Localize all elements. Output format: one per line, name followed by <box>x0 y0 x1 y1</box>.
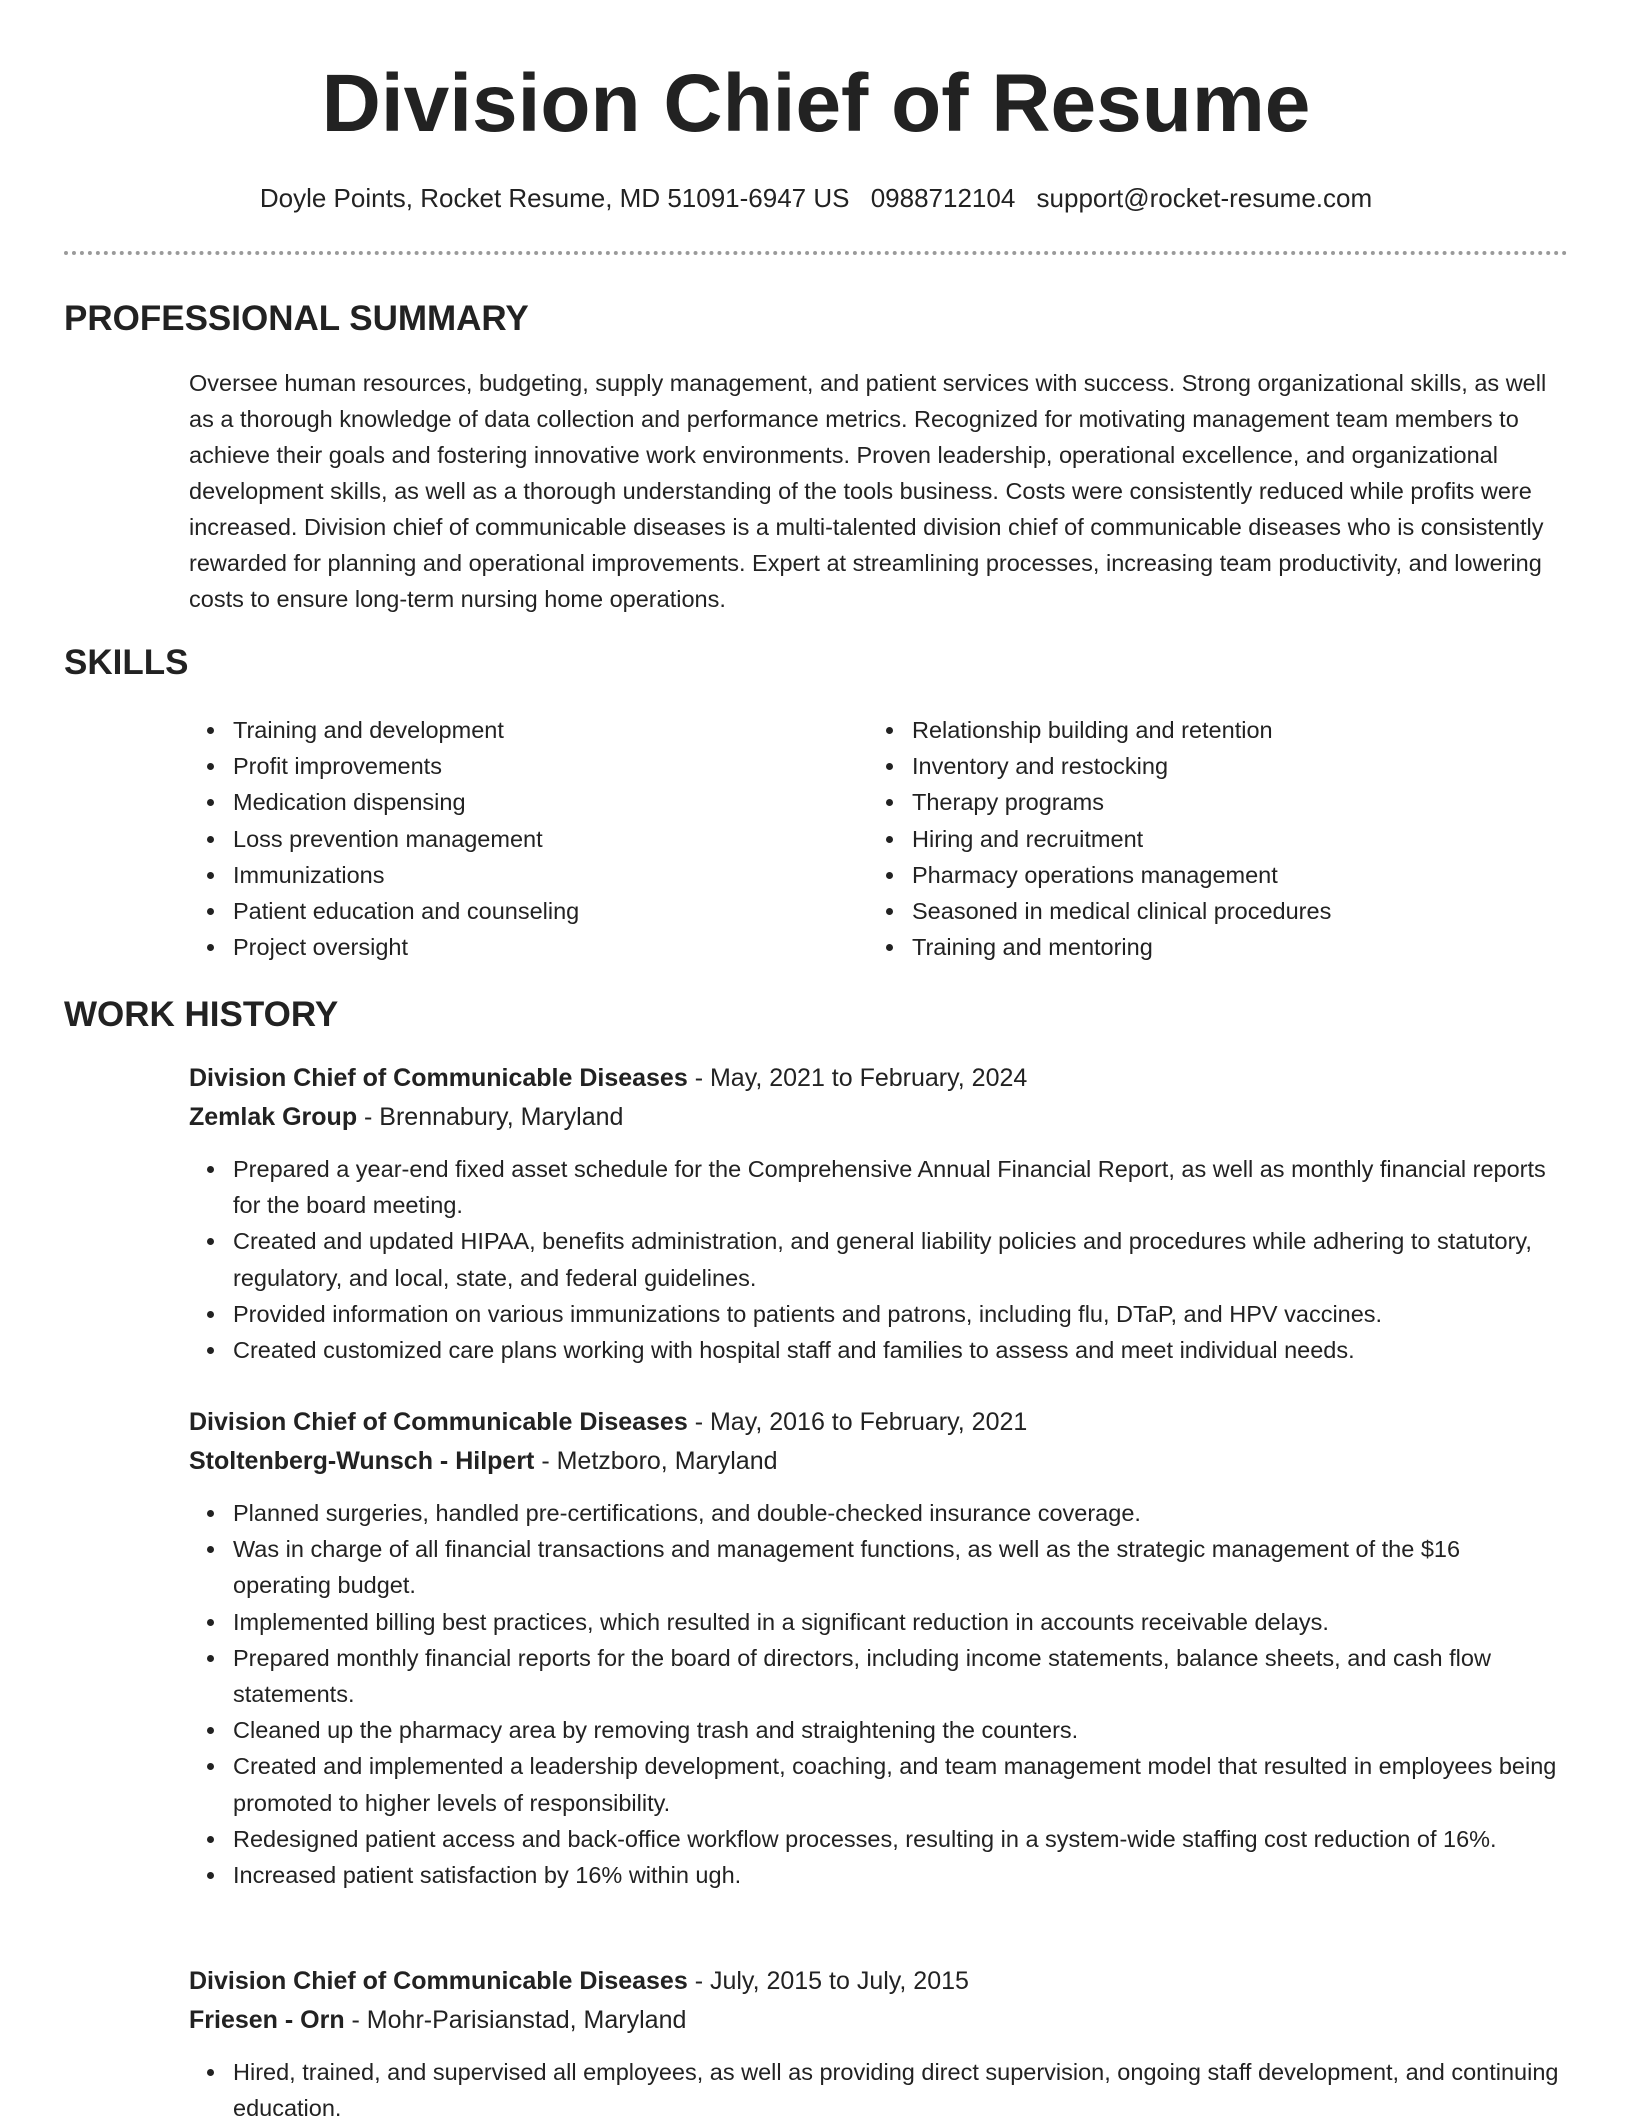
duty-item: Redesigned patient access and back-office workflow processes, resulting in a system-wide staffing cost reduction of 16%. <box>233 1821 1564 1857</box>
duty-item: Hired, trained, and supervised all employees, as well as providing direct supervision, ongoing staff development, and continuing education. <box>233 2054 1564 2126</box>
job-location: - Mohr-Parisianstad, Maryland <box>344 2006 687 2034</box>
contact-address: Doyle Points, Rocket Resume, MD 51091-6947 US <box>259 183 850 213</box>
duty-item: Was in charge of all financial transactions and management functions, as well as the strategic management of the $16 operating budget. <box>233 1531 1564 1603</box>
skills-heading: SKILLS <box>64 643 189 682</box>
job-entry <box>189 1962 1564 2126</box>
skill-item: Pharmacy operations management <box>912 857 1331 893</box>
job-title-line <box>189 1059 1564 1098</box>
skill-item: Loss prevention management <box>233 821 579 857</box>
job-title: Division Chief of Communicable Diseases <box>189 1408 688 1436</box>
header-divider <box>64 251 1568 255</box>
skill-item: Patient education and counseling <box>233 893 579 929</box>
job-company: Stoltenberg-Wunsch - Hilpert <box>189 1447 535 1475</box>
job-duties <box>189 1151 1564 1368</box>
duty-item: Provided information on various immunizations to patients and patrons, including flu, DTaP, and HPV vaccines. <box>233 1296 1564 1332</box>
job-location: - Metzboro, Maryland <box>534 1447 778 1475</box>
job-entry <box>189 1403 1564 1893</box>
skill-item: Training and mentoring <box>912 929 1331 965</box>
job-dates: - May, 2016 to February, 2021 <box>687 1408 1028 1436</box>
job-company: Zemlak Group <box>189 1103 358 1131</box>
job-title: Division Chief of Communicable Diseases <box>189 1967 688 1995</box>
job-company-line <box>189 1098 1564 1137</box>
duty-item: Created and implemented a leadership development, coaching, and team management model that resulted in employees being promoted to higher levels of responsibility. <box>233 1748 1564 1820</box>
skill-item: Relationship building and retention <box>912 712 1331 748</box>
duty-item: Prepared monthly financial reports for the board of directors, including income statements, balance sheets, and cash flow statements. <box>233 1640 1564 1712</box>
job-entry <box>189 1059 1564 1368</box>
job-duties <box>189 2054 1564 2126</box>
skills-list-left <box>189 712 579 965</box>
contact-line <box>0 178 1632 218</box>
job-company-line <box>189 2001 1564 2040</box>
skill-item: Hiring and recruitment <box>912 821 1331 857</box>
resume-title: Division Chief of Resume <box>321 58 1311 149</box>
job-title-line <box>189 1403 1564 1442</box>
skill-item: Project oversight <box>233 929 579 965</box>
duty-item: Created and updated HIPAA, benefits administration, and general liability policies and procedures while adhering to statutory, regulatory, and local, state, and federal guidelines. <box>233 1223 1564 1295</box>
job-company-line <box>189 1442 1564 1481</box>
skill-item: Therapy programs <box>912 784 1331 820</box>
summary-text: Oversee human resources, budgeting, supply management, and patient services with success. Strong organizational skills, as well as a thorough knowledge of data collection and performance metrics. Recognized for motivating management team members to achieve their goals and fostering innovative work environments. Proven leadership, operational excellence, and organizational development skills, as well as a thorough understanding of the tools business. Costs were consistently reduced while profits were increased. Division chief of communicable diseases is a multi-talented division chief of communicable diseases who is consistently rewarded for planning and operational improvements. Expert at streamlining processes, increasing team productivity, and lowering costs to ensure long-term nursing home operations. <box>189 370 1547 612</box>
job-dates: - May, 2021 to February, 2024 <box>687 1064 1028 1092</box>
contact-phone: 0988712104 <box>870 183 1016 213</box>
job-title-line <box>189 1962 1564 2001</box>
contact-email: support@rocket-resume.com <box>1036 183 1373 213</box>
skill-item: Inventory and restocking <box>912 748 1331 784</box>
duty-item: Increased patient satisfaction by 16% within ugh. <box>233 1857 1564 1893</box>
skill-item: Profit improvements <box>233 748 579 784</box>
skill-item: Medication dispensing <box>233 784 579 820</box>
job-title: Division Chief of Communicable Diseases <box>189 1064 688 1092</box>
skill-item: Seasoned in medical clinical procedures <box>912 893 1331 929</box>
skills-list-right <box>868 712 1331 965</box>
skill-item: Immunizations <box>233 857 579 893</box>
duty-item: Created customized care plans working with hospital staff and families to assess and meet individual needs. <box>233 1332 1564 1368</box>
duty-item: Cleaned up the pharmacy area by removing trash and straightening the counters. <box>233 1712 1564 1748</box>
work-history-heading: WORK HISTORY <box>64 995 339 1034</box>
duty-item: Implemented billing best practices, which resulted in a significant reduction in accounts receivable delays. <box>233 1604 1564 1640</box>
job-duties <box>189 1495 1564 1893</box>
duty-item: Planned surgeries, handled pre-certifications, and double-checked insurance coverage. <box>233 1495 1564 1531</box>
summary-heading: PROFESSIONAL SUMMARY <box>64 299 529 338</box>
duty-item: Prepared a year-end fixed asset schedule for the Comprehensive Annual Financial Report, as well as monthly financial reports for the board meeting. <box>233 1151 1564 1223</box>
job-location: - Brennabury, Maryland <box>357 1103 624 1131</box>
job-dates: - July, 2015 to July, 2015 <box>687 1967 969 1995</box>
job-company: Friesen - Orn <box>189 2006 345 2034</box>
skill-item: Training and development <box>233 712 579 748</box>
